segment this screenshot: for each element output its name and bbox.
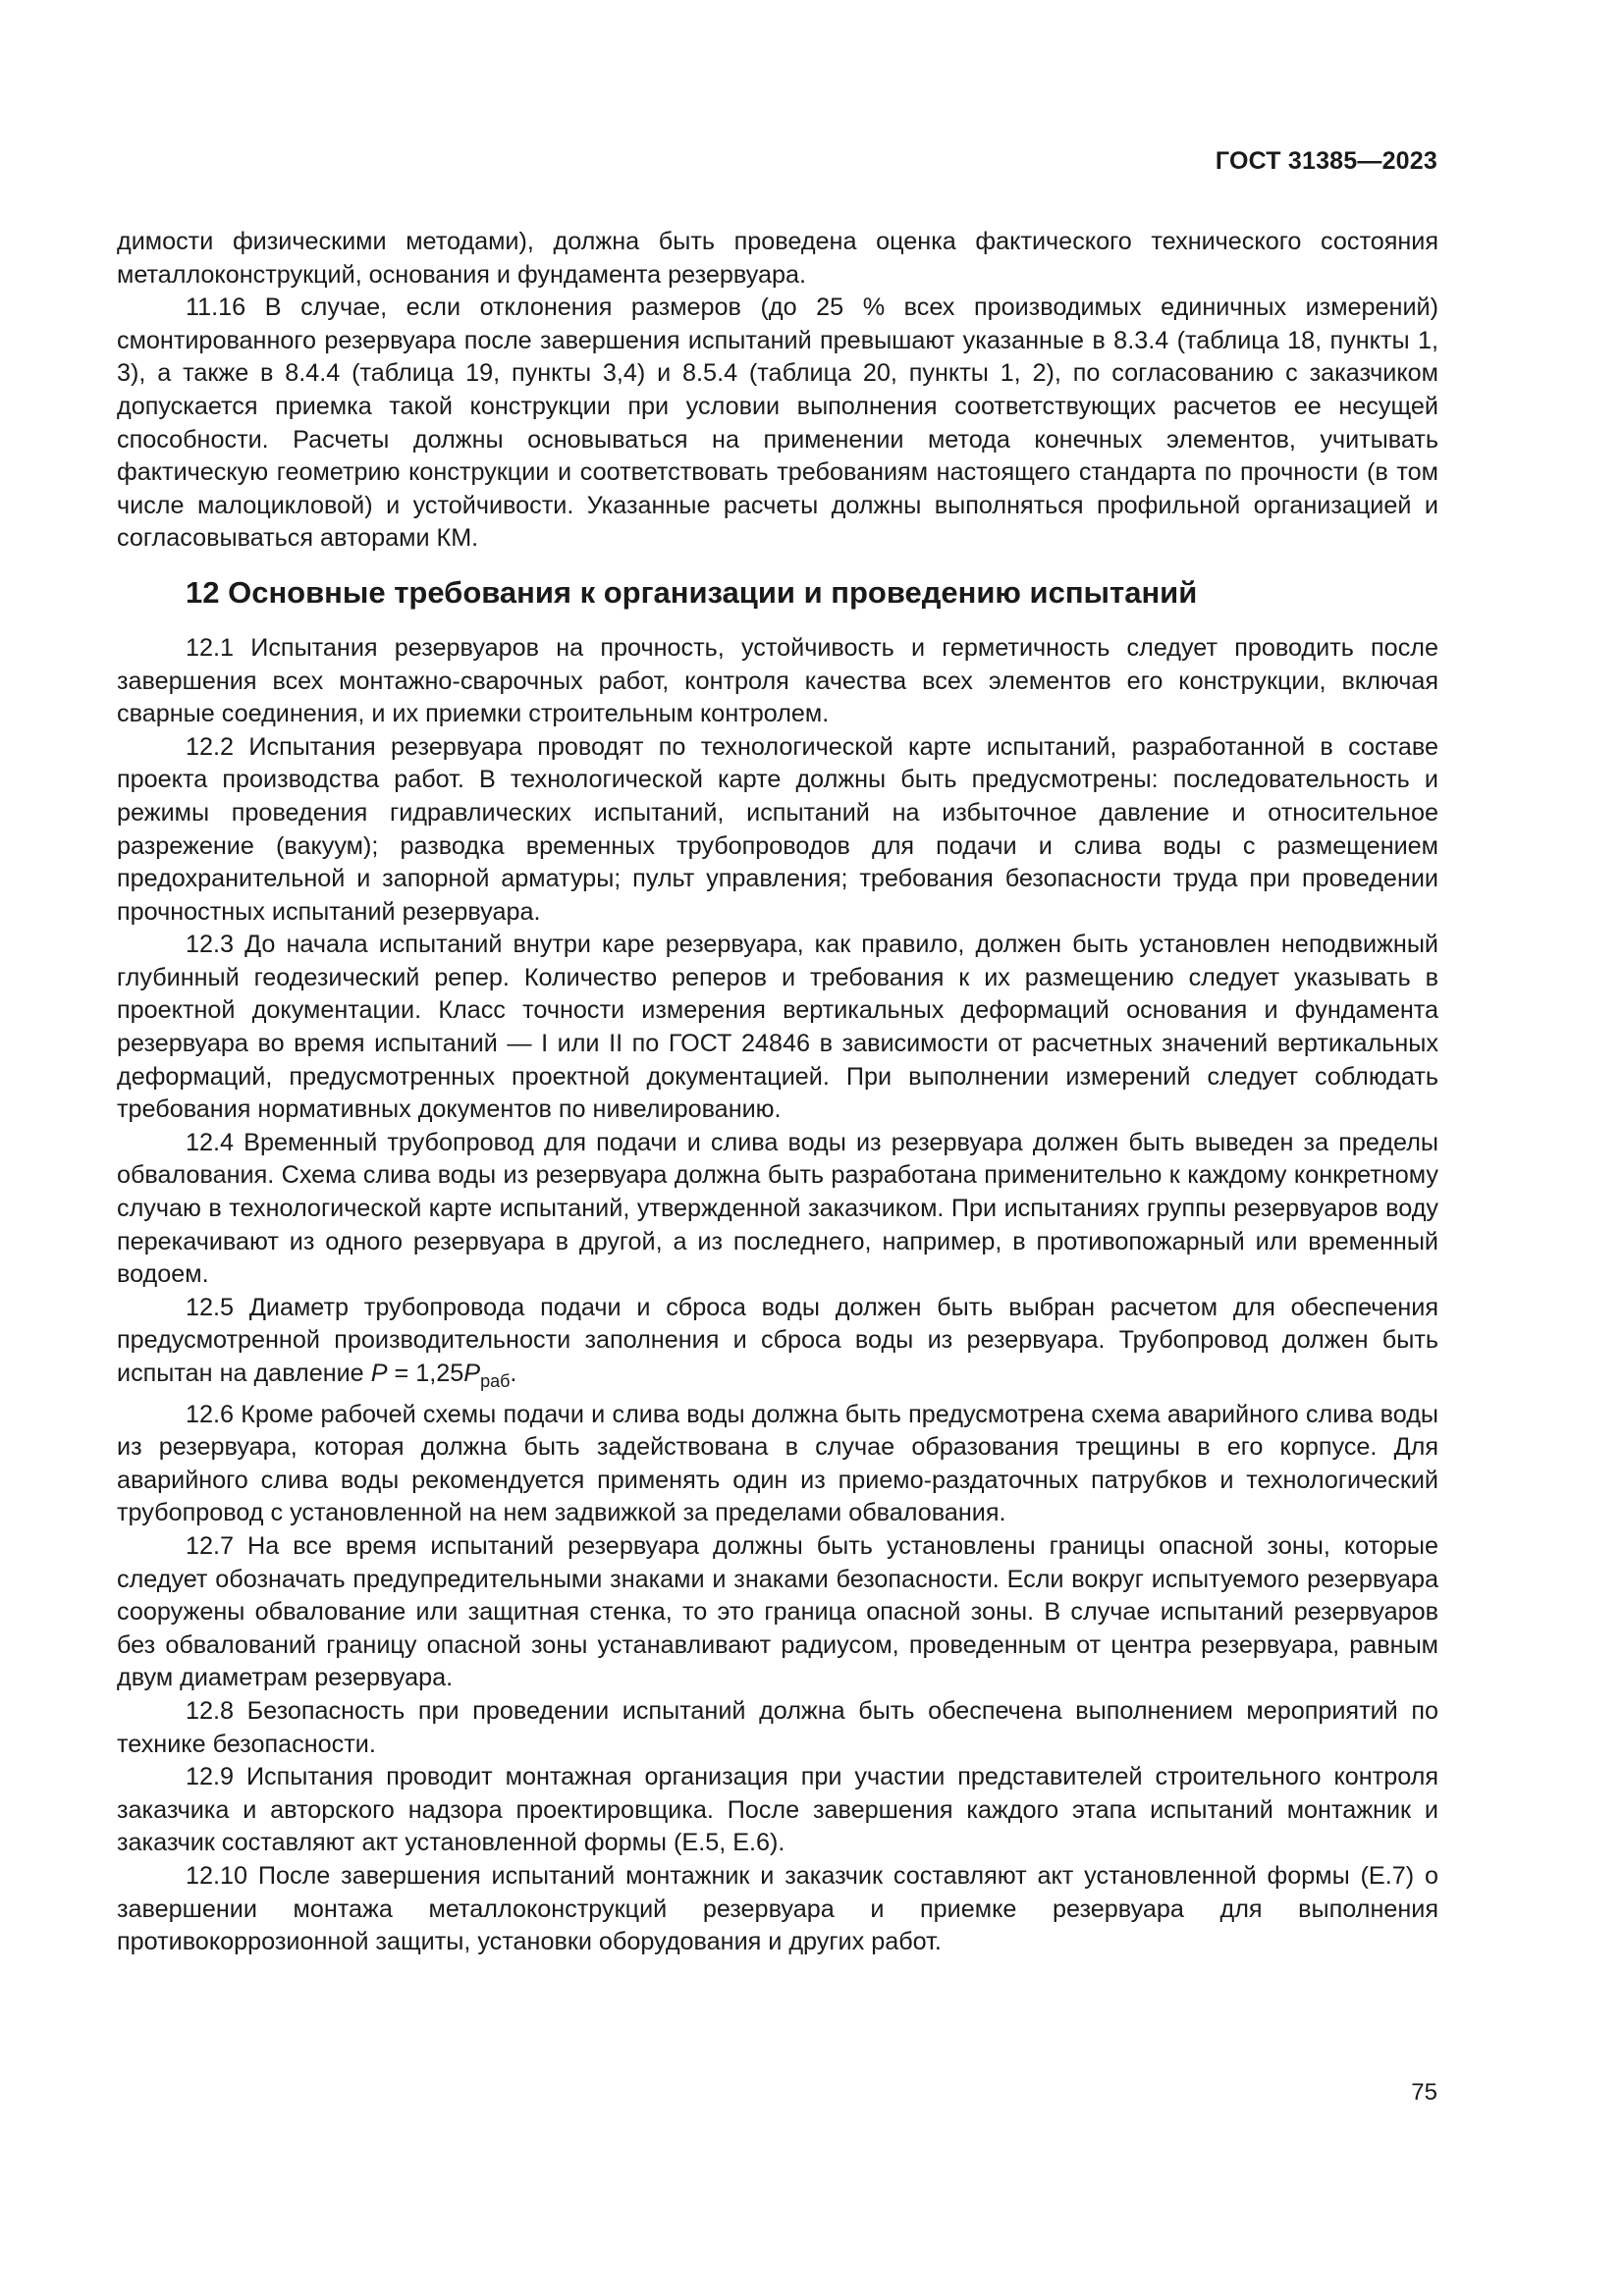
paragraph-12-5	[117, 1292, 1438, 1399]
paragraph-12-4: 12.4 Временный трубопровод для подачи и слива воды из резервуара должен быть выведен за пределы обвалования. Схема слива воды из резервуара должна быть разработана применительно к каждому конкретному случаю в технологической карте испытаний, утвержденной заказчиком. При испытаниях группы резервуаров воду перекачивают из одного резервуара в другой, а из последнего, например, в противопожарный или временный водоем.	[117, 1128, 1438, 1289]
paragraph-11-16: 11.16 В случае, если отклонения размеров (до 25 % всех производимых единичных измерений) смонтированного резервуара после завершения испытаний превышают указанные в 8.3.4 (таблица 18, пункты 1, 3), а также в 8.4.4 (таблица 19, пункты 3,4) и 8.5.4 (таблица 20, пункты 1, 2), по согласованию с заказчиком допускается приемка такой конструкции при условии выполнения соответствующих расчетов ее несущей способности. Расчеты должны основываться на применении метода конечных элементов, учитывать фактическую геометрию конструкции и соответствовать требованиям настоящего стандарта по прочности (в том числе малоцикловой) и устойчивости. Указанные расчеты должны выполняться профильной организацией и согласовываться авторами КМ.	[117, 294, 1438, 553]
paragraph-12-7: 12.7 На все время испытаний резервуара должны быть установлены границы опасной зоны, которые следует обозначать предупредительными знаками и знаками безопасности. Если вокруг испытуемого резервуара сооружены обвалование или защитная стенка, то это граница опасной зоны. В случае испытаний резервуаров без обвалований границу опасной зоны устанавливают радиусом, проведенным от центра резервуара, равным двум диаметрам резервуара.	[117, 1531, 1438, 1692]
paragraph-12-1: 12.1 Испытания резервуаров на прочность, устойчивость и герметичность следует проводить после завершения всех монтажно-сварочных работ, контроля качества всех элементов его конструкции, включая сварные соединения, и их приемки строительным контролем.	[117, 633, 1438, 728]
paragraph-12-8: 12.8 Безопасность при проведении испытаний должна быть обеспечена выполнением мероприятий по технике безопасности.	[117, 1696, 1438, 1758]
paragraph-12-6: 12.6 Кроме рабочей схемы подачи и слива воды должна быть предусмотрена схема аварийного слива воды из резервуара, которая должна быть задействована в случае образования трещины в его корпусе. Для аварийного слива воды рекомендуется применять один из приемо-раздаточных патрубков и технологический трубопровод с установленной на нем задвижкой за пределами обвалования.	[117, 1400, 1438, 1527]
page-number: 75	[1411, 2079, 1437, 2106]
pressure-symbol: P	[370, 1360, 388, 1387]
paragraph-12-5-text: 12.5 Диаметр трубопровода подачи и сброса воды должен быть выбран расчетом для обеспечения предусмотренной производительности заполнения и сброса воды из резервуара. Трубопровод должен быть испытан на давление	[117, 1293, 1438, 1387]
document-code: ГОСТ 31385—2023	[1215, 147, 1437, 175]
document-body	[117, 226, 1438, 1959]
paragraph-12-10: 12.10 После завершения испытаний монтажник и заказчик составляют акт установленной формы (Е.7) о завершении монтажа металлоконструкций резервуара и приемке резервуара для выполнения противокоррозионной защиты, установки оборудования и других работ.	[117, 1861, 1438, 1956]
paragraph-continuation: димости физическими методами), должна быть проведена оценка фактического технического состояния металлоконструкций, основания и фундамента резервуара.	[117, 228, 1438, 289]
paragraph-12-3: 12.3 До начала испытаний внутри каре резервуара, как правило, должен быть установлен неподвижный глубинный геодезический репер. Количество реперов и требования к их размещению следует указывать в проектной документации. Класс точности измерения вертикальных деформаций основания и фундамента резервуара во время испытаний — I или II по ГОСТ 24846 в зависимости от расчетных значений вертикальных деформаций, предусмотренных проектной документацией. При выполнении измерений следует соблюдать требования нормативных документов по нивелированию.	[117, 931, 1438, 1124]
section-heading: 12 Основные требования к организации и проведению испытаний	[186, 574, 1198, 610]
pressure-symbol-work: P	[463, 1360, 481, 1387]
paragraph-12-2: 12.2 Испытания резервуара проводят по технологической карте испытаний, разработанной в составе проекта производства работ. В технологической карте должны быть предусмотрены: последовательность и режимы проведения гидравлических испытаний, испытаний на избыточное давление и относительное разрежение (вакуум); разводка временных трубопроводов для подачи и слива воды с размещением предохранительной и запорной арматуры; пульт управления; требования безопасности труда при проведении прочностных испытаний резервуара.	[117, 732, 1438, 926]
paragraph-12-5-end: .	[510, 1360, 517, 1387]
pressure-subscript: раб	[480, 1371, 511, 1391]
paragraph-12-9: 12.9 Испытания проводит монтажная организация при участии представителей строительного контроля заказчика и авторского надзора проектировщика. После завершения каждого этапа испытаний монтажник и заказчик составляют акт установленной формы (Е.5, Е.6).	[117, 1763, 1438, 1857]
pressure-equation: = 1,25	[387, 1360, 464, 1387]
